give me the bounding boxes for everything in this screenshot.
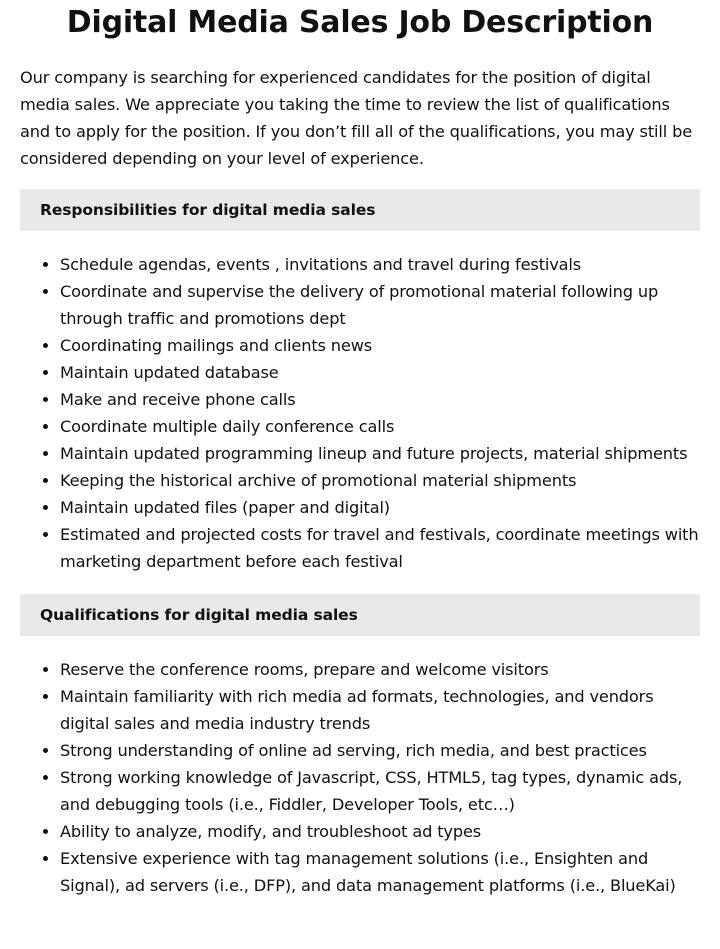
- list-item: • Ability to analyze, modify, and troubleshoot ad types: [60, 818, 700, 845]
- list-item: • Schedule agendas, events , invitations and travel during festivals: [60, 251, 700, 278]
- list-item: • Strong working knowledge of Javascript, CSS, HTML5, tag types, dynamic ads, and debugging tools (i.e., Fiddler, Developer Tools, etc…): [60, 764, 700, 818]
- list-item: • Maintain updated programming lineup and future projects, material shipments: [60, 440, 700, 467]
- list-item: • Coordinate and supervise the delivery of promotional material following up through traffic and promotions dept: [60, 278, 700, 332]
- list-item: • Strong understanding of online ad serving, rich media, and best practices: [60, 737, 700, 764]
- qualifications-heading: Qualifications for digital media sales: [20, 594, 700, 636]
- list-item: • Coordinating mailings and clients news: [60, 332, 700, 359]
- list-item: • Extensive experience with tag management solutions (i.e., Ensighten and Signal), ad servers (i.e., DFP), and data management platforms (i.e., BlueKai): [60, 845, 700, 899]
- intro-paragraph: Our company is searching for experienced candidates for the position of digital media sales. We appreciate you taking the time to review the list of qualifications and to apply for the position. If you don’t fill all of the qualifications, you may still be considered depending on your level of experience.: [20, 68, 693, 168]
- list-item: • Reserve the conference rooms, prepare and welcome visitors: [60, 656, 700, 683]
- qualifications-list: [20, 656, 700, 899]
- responsibilities-list: [20, 251, 700, 575]
- responsibilities-heading: Responsibilities for digital media sales: [20, 189, 700, 231]
- list-item: • Coordinate multiple daily conference calls: [60, 413, 700, 440]
- list-item: • Estimated and projected costs for travel and festivals, coordinate meetings with marketing department before each festival: [60, 521, 700, 575]
- list-item: • Maintain familiarity with rich media ad formats, technologies, and vendors digital sales and media industry trends: [60, 683, 700, 737]
- list-item: • Make and receive phone calls: [60, 386, 700, 413]
- list-item: • Maintain updated database: [60, 359, 700, 386]
- list-item: • Maintain updated files (paper and digital): [60, 494, 700, 521]
- list-item: • Keeping the historical archive of promotional material shipments: [60, 467, 700, 494]
- page-title: Digital Media Sales Job Description: [66, 5, 654, 40]
